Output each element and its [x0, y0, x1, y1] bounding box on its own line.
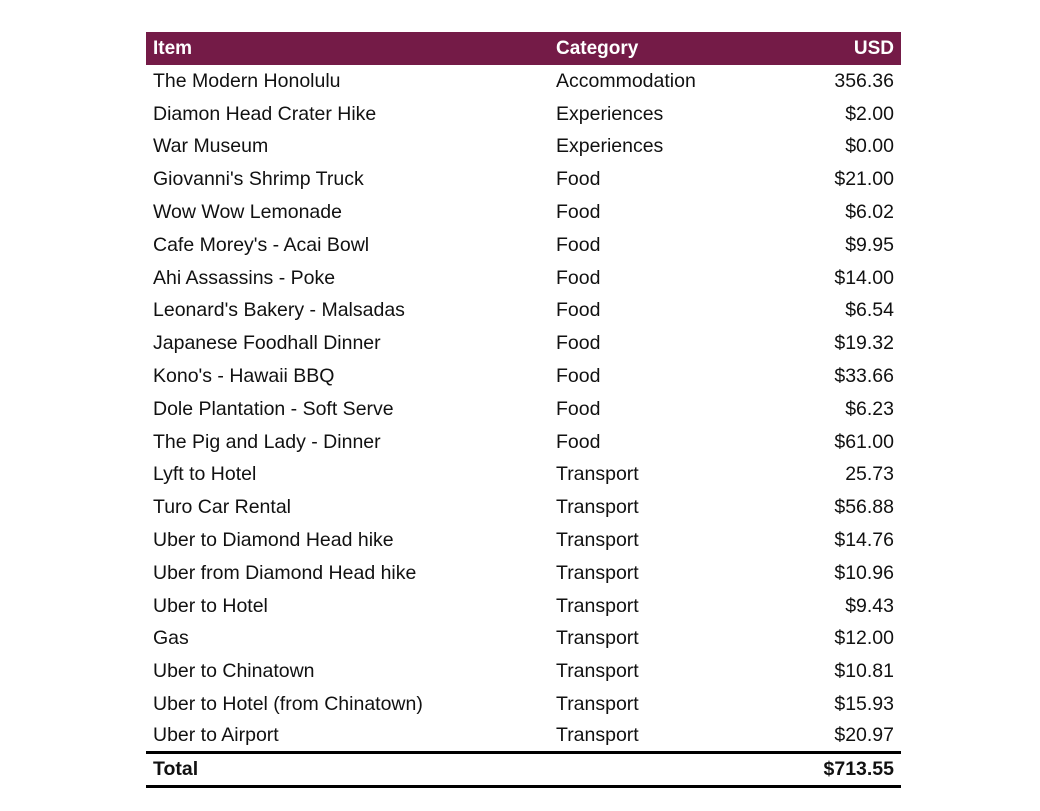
cell-category: Transport [556, 463, 639, 486]
cell-usd: $21.00 [834, 168, 894, 191]
table-row [146, 557, 901, 590]
expense-table [146, 32, 901, 788]
cell-usd: $12.00 [834, 627, 894, 650]
cell-category: Experiences [556, 135, 664, 158]
cell-usd: $6.02 [845, 201, 894, 224]
table-row [146, 295, 901, 328]
cell-category: Food [556, 332, 601, 355]
cell-category: Food [556, 266, 601, 289]
column-header-usd: USD [796, 32, 901, 65]
cell-category: Food [556, 233, 601, 256]
cell-usd: $61.00 [834, 430, 894, 453]
table-row [146, 590, 901, 623]
column-header-item: Item [146, 32, 549, 65]
expense-sheet [146, 32, 901, 788]
table-row [146, 360, 901, 393]
cell-category: Transport [556, 693, 639, 716]
cell-category: Food [556, 397, 601, 420]
table-row [146, 426, 901, 459]
table-row [146, 229, 901, 262]
table-row [146, 98, 901, 131]
cell-item: Wow Wow Lemonade [153, 201, 342, 224]
total-row [146, 752, 901, 786]
cell-category: Transport [556, 529, 639, 552]
cell-usd: $9.43 [845, 594, 894, 617]
cell-item: Uber to Diamond Head hike [153, 529, 394, 552]
table-row [146, 262, 901, 295]
table-row [146, 393, 901, 426]
cell-usd: $9.95 [845, 233, 894, 256]
cell-item: Kono's - Hawaii BBQ [153, 365, 335, 388]
cell-item: Japanese Foodhall Dinner [153, 332, 381, 355]
table-row [146, 524, 901, 557]
cell-category: Food [556, 365, 601, 388]
cell-usd: $14.76 [834, 529, 894, 552]
cell-item: Leonard's Bakery - Malsadas [153, 299, 405, 322]
cell-item: Gas [153, 627, 189, 650]
cell-item: Uber from Diamond Head hike [153, 561, 417, 584]
total-amount: $713.55 [796, 752, 901, 786]
table-row [146, 721, 901, 753]
total-category-blank [549, 752, 796, 786]
table-row [146, 327, 901, 360]
cell-item: Cafe Morey's - Acai Bowl [153, 233, 370, 256]
cell-usd: 356.36 [834, 69, 894, 92]
cell-item: Giovanni's Shrimp Truck [153, 168, 364, 191]
cell-item: Lyft to Hotel [153, 463, 257, 486]
table-row [146, 491, 901, 524]
cell-usd: $33.66 [834, 365, 894, 388]
cell-usd: $2.00 [845, 102, 894, 125]
cell-usd: $6.54 [845, 299, 894, 322]
table-row [146, 459, 901, 492]
cell-usd: $56.88 [834, 496, 894, 519]
table-row [146, 196, 901, 229]
table-row [146, 655, 901, 688]
cell-item: Uber to Airport [153, 724, 279, 747]
cell-item: Ahi Assassins - Poke [153, 266, 336, 289]
table-row [146, 163, 901, 196]
cell-usd: 25.73 [845, 463, 894, 486]
cell-category: Food [556, 201, 601, 224]
table-row [146, 688, 901, 721]
cell-category: Transport [556, 496, 639, 519]
cell-usd: $10.96 [834, 561, 894, 584]
cell-category: Transport [556, 660, 639, 683]
cell-item: War Museum [153, 135, 269, 158]
cell-category: Transport [556, 724, 639, 747]
table-row [146, 623, 901, 656]
cell-usd: $19.32 [834, 332, 894, 355]
cell-category: Food [556, 168, 601, 191]
cell-usd: $15.93 [834, 693, 894, 716]
cell-category: Food [556, 430, 601, 453]
total-label: Total [146, 752, 549, 786]
cell-item: The Pig and Lady - Dinner [153, 430, 381, 453]
header-row [146, 32, 901, 65]
cell-item: Uber to Hotel [153, 594, 268, 617]
cell-category: Food [556, 299, 601, 322]
cell-item: Uber to Hotel (from Chinatown) [153, 693, 423, 716]
table-row [146, 65, 901, 98]
cell-usd: $20.97 [834, 724, 894, 747]
cell-category: Transport [556, 561, 639, 584]
cell-category: Transport [556, 627, 639, 650]
cell-category: Transport [556, 594, 639, 617]
cell-item: The Modern Honolulu [153, 69, 341, 92]
cell-usd: $14.00 [834, 266, 894, 289]
cell-category: Accommodation [556, 69, 696, 92]
cell-item: Diamon Head Crater Hike [153, 102, 377, 125]
cell-usd: $10.81 [834, 660, 894, 683]
cell-usd: $0.00 [845, 135, 894, 158]
column-header-category: Category [549, 32, 796, 65]
table-row [146, 131, 901, 164]
cell-category: Experiences [556, 102, 664, 125]
cell-usd: $6.23 [845, 397, 894, 420]
cell-item: Uber to Chinatown [153, 660, 315, 683]
cell-item: Dole Plantation - Soft Serve [153, 397, 394, 420]
cell-item: Turo Car Rental [153, 496, 291, 519]
